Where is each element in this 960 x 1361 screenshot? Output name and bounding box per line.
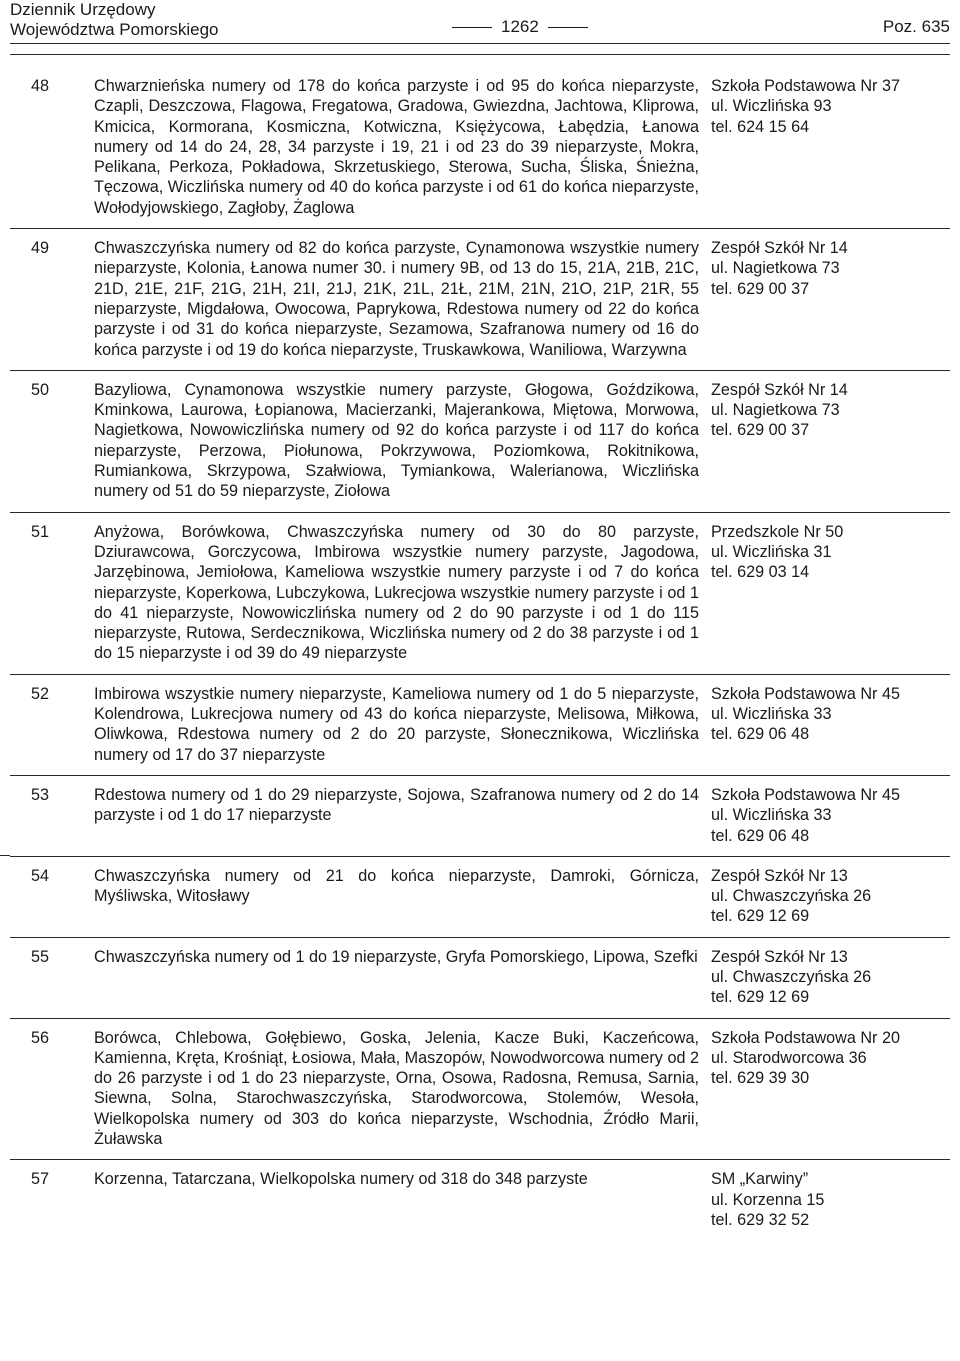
table-row [10, 1028, 950, 1150]
page-number-value: 1262 [501, 17, 539, 36]
school-address: ul. Wiczlińska 93 [711, 97, 832, 116]
page-header [10, 0, 950, 40]
row-divider [10, 674, 950, 675]
row-streets: Chwaszczyńska numery od 21 do końca nieparzyste, Damroki, Górnicza, Myśliwska, Witosławy [94, 866, 699, 906]
school-address: ul. Chwaszczyńska 26 [711, 967, 872, 986]
school-name: Szkoła Podstawowa Nr 20 [711, 1028, 900, 1047]
school-address: ul. Nagietkowa 73 [711, 401, 840, 420]
row-number: 51 [31, 522, 50, 541]
row-number: 50 [31, 380, 50, 399]
school-phone: tel. 629 06 48 [711, 725, 810, 744]
row-school [711, 1028, 950, 1089]
school-name: Zespół Szkół Nr 13 [711, 947, 848, 966]
header-rule [10, 43, 950, 44]
row-number: 55 [31, 947, 50, 966]
school-phone: tel. 624 15 64 [711, 117, 810, 136]
row-streets: Chwaszczyńska numery od 82 do końca parzyste, Cynamonowa wszystkie numery nieparzyste, Kolonia, Łanowa numer 30. i numery 9B, od 13 do 15, 21A, 21B, 21C, 21D, 21E, 21F, 21G, 21H, 21I, 21J, 21K, 21L, 21Ł, 21M, 21N, 21O, 21P, 21R, 55 nieparzyste, Migdałowa, Owocowa, Paprykowa, Rdestowa numery od 22 do końca parzyste i od 31 do końca nieparzyste, Sezamowa, Szafranowa numery od 16 do końca parzyste i od 19 do końca nieparzyste, Truskawkowa, Waniliowa, Warzywna [94, 239, 699, 359]
school-address: ul. Chwaszczyńska 26 [711, 887, 872, 906]
row-school [711, 866, 950, 927]
school-phone: tel. 629 39 30 [711, 1069, 810, 1088]
row-number: 57 [31, 1170, 50, 1189]
school-phone: tel. 629 03 14 [711, 563, 810, 582]
table-row [10, 684, 950, 765]
row-streets: Anyżowa, Borówkowa, Chwaszczyńska numery od 30 do 80 parzyste, Dziurawcowa, Gorczycowa, Imbirowa wszystkie numery parzyste, Jagodowa, Jarzębinowa, Jemiołowa, Kameliowa wszystkie numery parzyste i od 7 do końca nieparzyste, Koperkowa, Lubczykowa, Lukrecjowa wszystkie numery parzyste i od 1 do 41 nieparzyste, Nowowiczlińska numery od 2 do 90 parzyste i od 1 do 115 nieparzyste, Rutowa, Serdecznikowa, Wiczlińska numery od 2 do 38 parzyste i od 1 do 15 nieparzyste i od 39 do 49 nieparzyste [94, 522, 699, 663]
school-phone: tel. 629 32 52 [711, 1210, 810, 1229]
position-number: Poz. 635 [882, 17, 950, 36]
table-row [10, 866, 950, 927]
row-school [711, 76, 950, 137]
school-phone: tel. 629 12 69 [711, 988, 810, 1007]
journal-title-line1: Dziennik Urzędowy [10, 0, 156, 19]
page-number [443, 17, 597, 37]
school-name: Szkoła Podstawowa Nr 45 [711, 785, 900, 804]
row-school [711, 947, 950, 1008]
school-address: ul. Starodworcowa 36 [711, 1048, 867, 1067]
row-school [711, 522, 950, 583]
row-divider [10, 370, 950, 371]
row-streets: Rdestowa numery od 1 do 29 nieparzyste, Sojowa, Szafranowa numery od 2 do 14 parzyste i od 1 do 17 nieparzyste [94, 785, 699, 825]
school-address: ul. Korzenna 15 [711, 1190, 825, 1209]
school-phone: tel. 629 12 69 [711, 907, 810, 926]
row-school [711, 1169, 950, 1230]
row-divider [10, 512, 950, 513]
school-phone: tel. 629 06 48 [711, 826, 810, 845]
row-school [711, 785, 950, 846]
row-divider [10, 775, 950, 776]
row-divider [10, 1018, 950, 1019]
row-school [711, 684, 950, 745]
district-table [10, 76, 950, 1250]
row-number: 56 [31, 1028, 50, 1047]
row-divider [10, 228, 950, 229]
row-streets: Chwaszczyńska numery od 1 do 19 nieparzyste, Gryfa Pomorskiego, Lipowa, Szefki [94, 947, 698, 966]
school-name: Zespół Szkół Nr 14 [711, 380, 848, 399]
table-row [10, 522, 950, 664]
row-number: 49 [31, 239, 50, 258]
table-row [10, 1169, 950, 1230]
school-address: ul. Wiczlińska 33 [711, 806, 832, 825]
school-name: Szkoła Podstawowa Nr 45 [711, 684, 900, 703]
row-streets: Imbirowa wszystkie numery nieparzyste, Kameliowa numery od 1 do 5 nieparzyste, Kolendrowa, Lukrecjowa numery od 43 do końca nieparzyste, Melisowa, Miłkowa, Oliwkowa, Rdestowa numery od 2 do 20 parzyste, Słonecznikowa, Wiczlińska numery od 17 do 37 nieparzyste [94, 684, 699, 764]
page-number-dash-right [548, 27, 588, 28]
page-number-dash-left [452, 27, 492, 28]
school-name: Zespół Szkół Nr 14 [711, 239, 848, 258]
row-school [711, 238, 950, 299]
row-number: 52 [31, 684, 50, 703]
margin-tick [0, 855, 10, 856]
journal-title [10, 0, 219, 40]
school-address: ul. Wiczlińska 31 [711, 542, 832, 561]
table-row [10, 785, 950, 846]
school-name: Zespół Szkół Nr 13 [711, 866, 848, 885]
school-name: Szkoła Podstawowa Nr 37 [711, 77, 900, 95]
row-streets: Borówca, Chlebowa, Gołębiewo, Goska, Jelenia, Kacze Buki, Kaczeńcowa, Kamienna, Kręta, Krośniąt, Łosiowa, Mała, Maszopów, Nowodworcowa numery od 2 do 26 parzyste i od 1 do 23 nieparzyste, Orna, Osowa, Radosna, Remusa, Sarnia, Siewna, Solna, Starochwaszczyńska, Starodworcowa, Stolemów, Wesoła, Wielkopolska numery od 303 do końca nieparzyste, Wschodnia, Źródło Marii, Żuławska [94, 1028, 699, 1149]
row-divider [10, 856, 950, 857]
row-streets: Bazyliowa, Cynamonowa wszystkie numery parzyste, Głogowa, Goździkowa, Kminkowa, Laurowa, Łopianowa, Macierzanki, Majerankowa, Miętowa, Morwowa, Nagietkowa, Nowowiczlińska numery od 92 do końca parzyste i od 117 do końca nieparzyste, Perzowa, Piołunowa, Pokrzywowa, Poziomkowa, Rokitnikowa, Rumiankowa, Skrzypowa, Szałwiowa, Tymiankowa, Walerianowa, Wiczlińska numery od 51 do 59 nieparzyste, Ziołowa [94, 380, 699, 501]
school-phone: tel. 629 00 37 [711, 279, 810, 298]
table-row [10, 238, 950, 360]
row-divider [10, 937, 950, 938]
row-divider [10, 1159, 950, 1160]
row-school [711, 380, 950, 441]
school-address: ul. Nagietkowa 73 [711, 259, 840, 278]
row-number: 53 [31, 785, 50, 804]
table-top-rule [10, 54, 950, 55]
table-row [10, 947, 950, 1008]
row-number: 48 [31, 77, 50, 95]
journal-title-line2: Województwa Pomorskiego [10, 20, 219, 39]
school-name: SM „Karwiny” [711, 1170, 809, 1189]
row-number: 54 [31, 866, 50, 885]
school-name: Przedszkole Nr 50 [711, 522, 844, 541]
school-phone: tel. 629 00 37 [711, 421, 810, 440]
school-address: ul. Wiczlińska 33 [711, 705, 832, 724]
row-streets: Korzenna, Tatarczana, Wielkopolska numery od 318 do 348 parzyste [94, 1170, 588, 1189]
table-row [10, 380, 950, 502]
row-streets: Chwarznieńska numery od 178 do końca parzyste i od 95 do końca nieparzyste, Czapli, Deszczowa, Flagowa, Fregatowa, Gradowa, Gwiezdna, Jachtowa, Kliprowa, Kmicica, Kormorana, Kosmiczna, Kotwiczna, Księżycowa, Łabędzia, Łanowa numery od 14 do 24, 28, 34 parzyste i 19, 21 i od 23 do 39 nieparzyste, Mokra, Pelikana, Perkoza, Pokładowa, Skrzetuskiego, Sterowa, Sucha, Śliska, Śnieżna, Tęczowa, Wiczlińska numery od 40 do końca parzyste i od 61 do końca nieparzyste, Wołodyjowskiego, Zagłoby, Żaglowa [94, 77, 699, 217]
table-row [10, 76, 950, 218]
